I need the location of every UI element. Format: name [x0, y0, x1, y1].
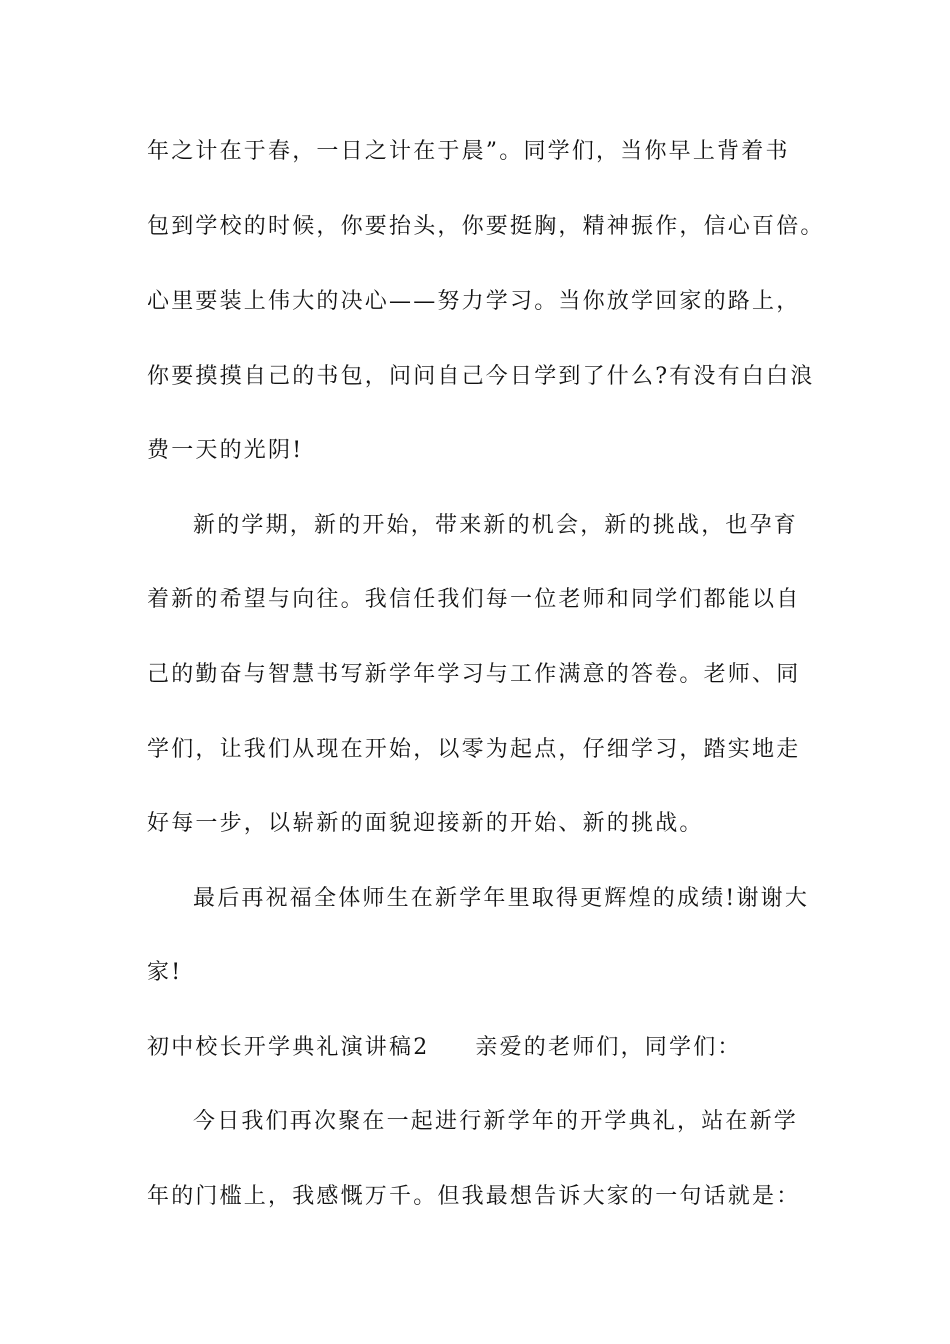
paragraph-line: 包到学校的时候，你要抬头，你要挺胸，精神振作，信心百倍。 — [147, 214, 825, 239]
paragraph-line: 你要摸摸自己的书包，问问自己今日学到了什么?有没有白白浪 — [147, 364, 815, 389]
paragraph-line: 费一天的光阴! — [147, 438, 304, 463]
paragraph-line: 今日我们再次聚在一起进行新学年的开学典礼，站在新学 — [193, 1109, 799, 1134]
heading-title: 初中校长开学典礼演讲稿2 — [147, 1035, 430, 1060]
paragraph-line: 心里要装上伟大的决心——努力学习。当你放学回家的路上， — [147, 289, 801, 314]
paragraph-line: 年之计在于春，一日之计在于晨”。同学们，当你早上背着书 — [147, 139, 790, 164]
section-heading — [147, 1033, 827, 1063]
paragraph-line: 好每一步，以崭新的面貌迎接新的开始、新的挑战。 — [147, 811, 704, 836]
paragraph-line: 家! — [147, 960, 183, 985]
paragraph-line: 学们，让我们从现在开始，以零为起点，仔细学习，踏实地走 — [147, 737, 801, 762]
paragraph-line: 年的门槛上，我感慨万千。但我最想告诉大家的一句话就是： — [147, 1184, 801, 1209]
paragraph-line: 最后再祝福全体师生在新学年里取得更辉煌的成绩!谢谢大 — [193, 886, 810, 911]
heading-greeting: 亲爱的老师们，同学们： — [475, 1035, 742, 1060]
paragraph-line: 着新的希望与向往。我信任我们每一位老师和同学们都能以自 — [147, 587, 801, 612]
paragraph-line: 新的学期，新的开始，带来新的机会，新的挑战，也孕育 — [193, 513, 799, 538]
paragraph-line: 己的勤奋与智慧书写新学年学习与工作满意的答卷。老师、同 — [147, 662, 801, 687]
